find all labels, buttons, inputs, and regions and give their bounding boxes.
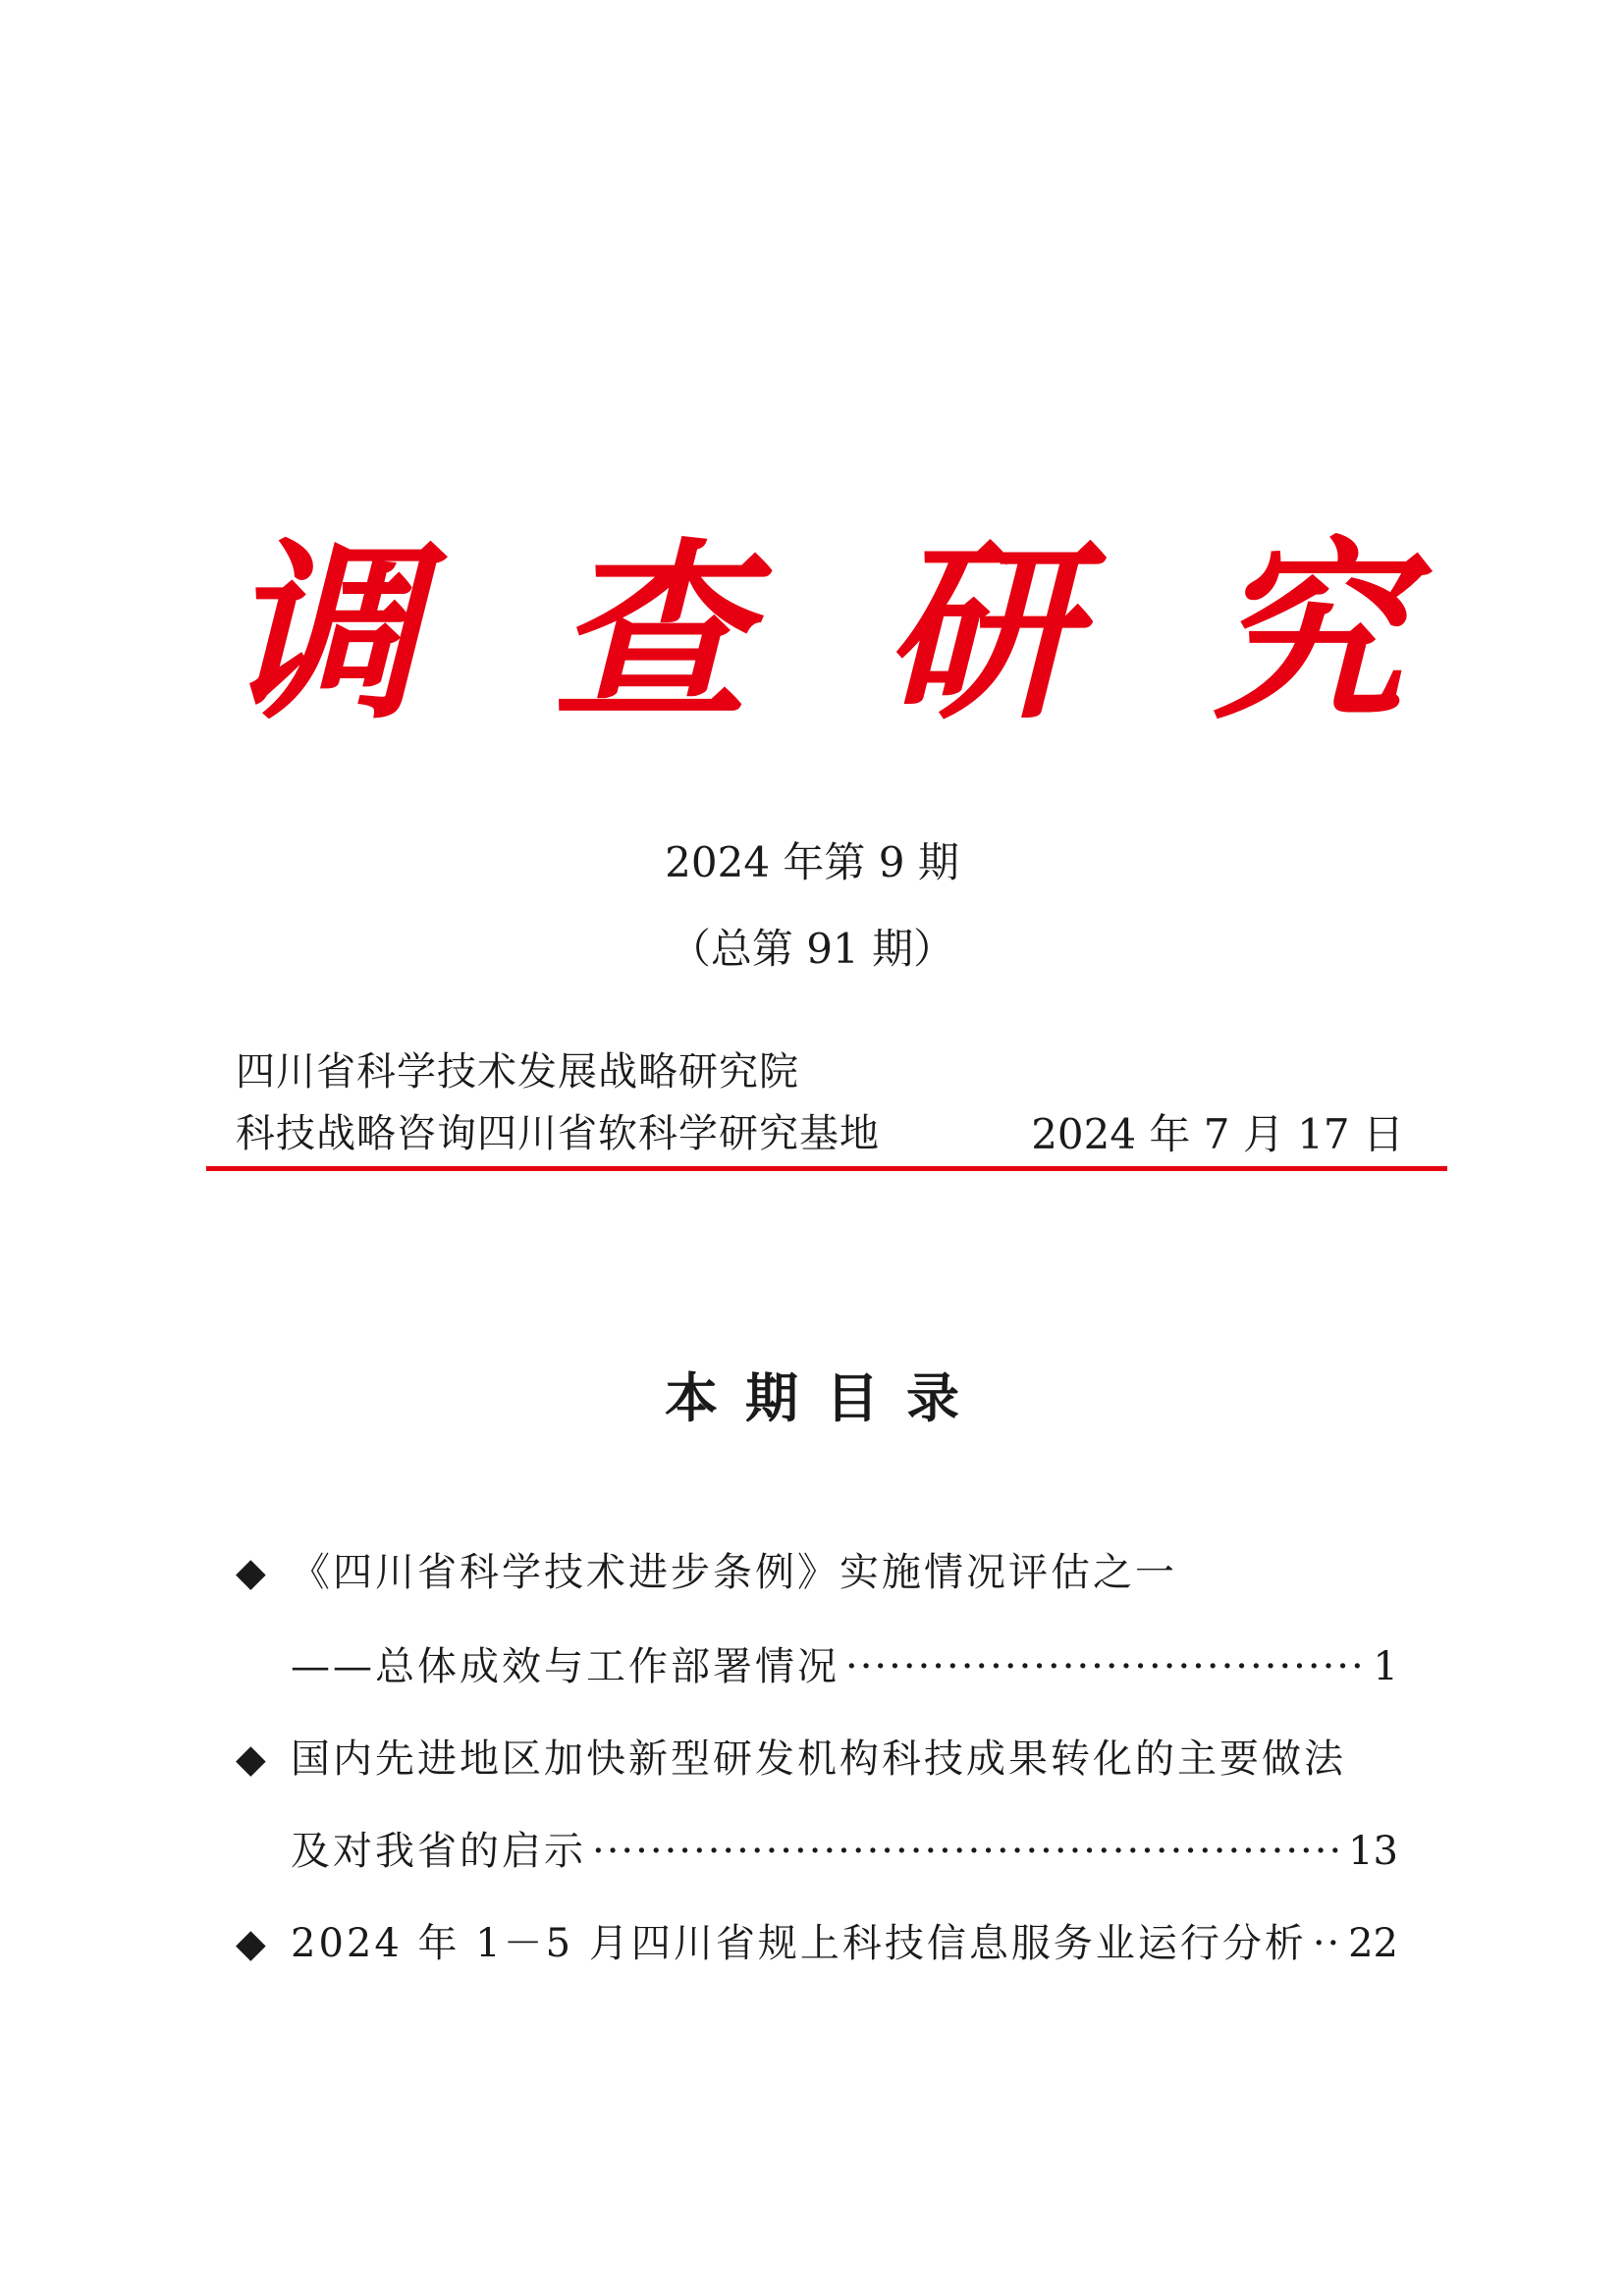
- issue-total-number: （总第 91 期）: [669, 925, 955, 973]
- dot-leader: [1313, 1924, 1342, 1963]
- toc-item-2-line-2: [236, 1829, 1398, 1874]
- toc-item-1-subtitle: ——总体成效与工作部署情况: [291, 1644, 839, 1689]
- masthead-char-3: 研: [883, 520, 1076, 746]
- masthead-char-4: 究: [1211, 520, 1404, 746]
- toc-item-3: [236, 1921, 1398, 1966]
- masthead-char-1: 调: [226, 520, 419, 746]
- bullet-icon: ◆: [236, 1736, 269, 1782]
- masthead-char-2: 查: [554, 520, 747, 746]
- publish-date: 2024 年 7 月 17 日: [1031, 1110, 1404, 1158]
- bullet-icon: ◆: [236, 1550, 269, 1595]
- toc-title: 本期目录: [665, 1367, 987, 1429]
- toc-item-2-title-cont: 及对我省的启示: [291, 1829, 586, 1874]
- toc-item-1-line-2: [236, 1644, 1398, 1689]
- toc-item-1-page: 1: [1373, 1644, 1398, 1689]
- issue-number: 2024 年第 9 期: [665, 838, 959, 886]
- toc-item-3-title: 2024 年 1－5 月四川省规上科技信息服务业运行分析: [291, 1921, 1307, 1966]
- toc-item-1-line-1: [236, 1550, 1398, 1595]
- publisher-base: 科技战略咨询四川省软科学研究基地: [236, 1111, 880, 1156]
- red-divider: [206, 1166, 1447, 1171]
- publisher-name: 四川省科学技术发展战略研究院: [236, 1049, 799, 1095]
- bullet-icon: ◆: [236, 1921, 269, 1966]
- toc-item-1-title: 《四川省科学技术进步条例》实施情况评估之一: [291, 1550, 1177, 1595]
- toc-item-3-page: 22: [1348, 1921, 1398, 1966]
- toc-item-2-page: 13: [1348, 1829, 1398, 1874]
- toc-item-2-title: 国内先进地区加快新型研发机构科技成果转化的主要做法: [291, 1736, 1346, 1782]
- dot-leader: [592, 1832, 1342, 1871]
- toc-item-2-line-1: [236, 1736, 1398, 1782]
- masthead-title: [226, 520, 1404, 746]
- dot-leader: [845, 1647, 1368, 1686]
